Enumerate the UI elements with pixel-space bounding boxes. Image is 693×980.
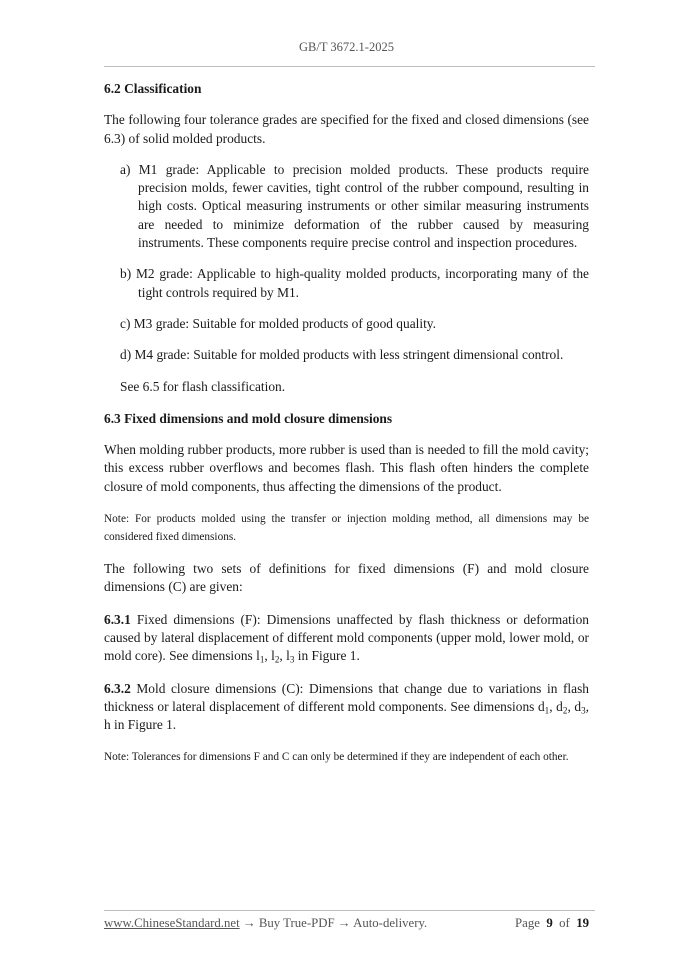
paragraph-classification-intro: The following four tolerance grades are specified for the fixed and closed dimensions (see 6.3) of solid molded products. <box>104 112 589 146</box>
dim-subscript: 3 <box>581 705 586 716</box>
of-label: of <box>559 916 570 930</box>
dim-subscript: 1 <box>259 654 265 665</box>
clause-text-6-3-2: Mold closure dimensions (C): Dimensions that change due to variations in flash thickness or lateral displacement of different mold components. See dimensions <box>104 680 589 714</box>
page-number: 9 <box>546 916 553 930</box>
figure-reference: , h in Figure 1. <box>104 698 589 733</box>
dim-symbol: , l <box>264 648 275 664</box>
paragraph-flash-explanation: When molding rubber products, more rubber is used than is needed to fill the mold cavity; this excess rubber overflows and becomes flash. This flash often hinders the complete closure of mold components, thus affecting the dimensions of the product. <box>104 442 589 494</box>
dim-symbol: , d <box>549 698 563 714</box>
paragraph-definitions-intro: The following two sets of definitions for fixed dimensions (F) and mold closure dimensions (C) are given: <box>104 561 589 595</box>
dim-subscript: 3 <box>289 654 295 665</box>
running-header: GB/T 3672.1-2025 <box>299 40 394 54</box>
section-heading-6-3: 6.3 Fixed dimensions and mold closure dimensions <box>104 410 393 426</box>
list-item-m1: a) M1 grade: Applicable to precision molded products. These products require precision molds, fewer cavities, tight control of the rubber compound, resulting in high costs. Optical measuring instruments or other similar measuring instruments are needed to minimize deformation of the rubber caused by measuring instruments. These components require precise control and inspection procedures. <box>120 161 589 251</box>
page-counter <box>515 916 589 931</box>
note-transfer-molding: Note: For products molded using the transfer or injection molding method, all dimensions may be considered fixed dimensions. <box>104 513 589 544</box>
clause-number-6-3-2: 6.3.2 <box>104 680 131 696</box>
clause-6-3-1 <box>104 611 589 666</box>
list-item-m3: c) M3 grade: Suitable for molded products of good quality. <box>120 315 436 331</box>
flash-classification-reference: See 6.5 for flash classification. <box>120 378 286 394</box>
page-body <box>104 80 589 766</box>
page-label: Page <box>515 916 540 930</box>
footer-divider <box>104 910 595 911</box>
list-item-m2: b) M2 grade: Applicable to high-quality molded products, incorporating many of the tight controls required by M1. <box>120 266 589 300</box>
clause-text-6-3-1: Fixed dimensions (F): Dimensions unaffected by flash thickness or deformation caused by lateral displacement of different mold components (upper mold, lower mold, or mold core). See dimensions <box>104 611 589 664</box>
dim-symbol: , l <box>279 648 290 664</box>
dim-symbol: l <box>256 648 260 664</box>
header-divider <box>104 66 595 67</box>
figure-reference: in Figure 1. <box>294 648 360 664</box>
website-link[interactable]: www.ChineseStandard.net <box>104 916 240 930</box>
footer-promo <box>104 916 427 931</box>
footer-promo-text: → Buy True-PDF → Auto-delivery. <box>239 916 428 930</box>
clause-6-3-2 <box>104 680 589 735</box>
dim-subscript: 2 <box>562 705 568 716</box>
clause-number-6-3-1: 6.3.1 <box>104 611 131 627</box>
dim-subscript: 2 <box>274 654 280 665</box>
dim-subscript: 1 <box>544 705 550 716</box>
note-tolerances-independence: Note: Tolerances for dimensions F and C can only be determined if they are independent of each other. <box>104 751 569 764</box>
list-item-m4: d) M4 grade: Suitable for molded products with less stringent dimensional control. <box>120 347 564 363</box>
section-heading-6-2: 6.2 Classification <box>104 81 202 96</box>
dim-symbol: , d <box>567 698 582 714</box>
page-total: 19 <box>576 916 589 930</box>
dim-symbol: d <box>537 698 545 714</box>
